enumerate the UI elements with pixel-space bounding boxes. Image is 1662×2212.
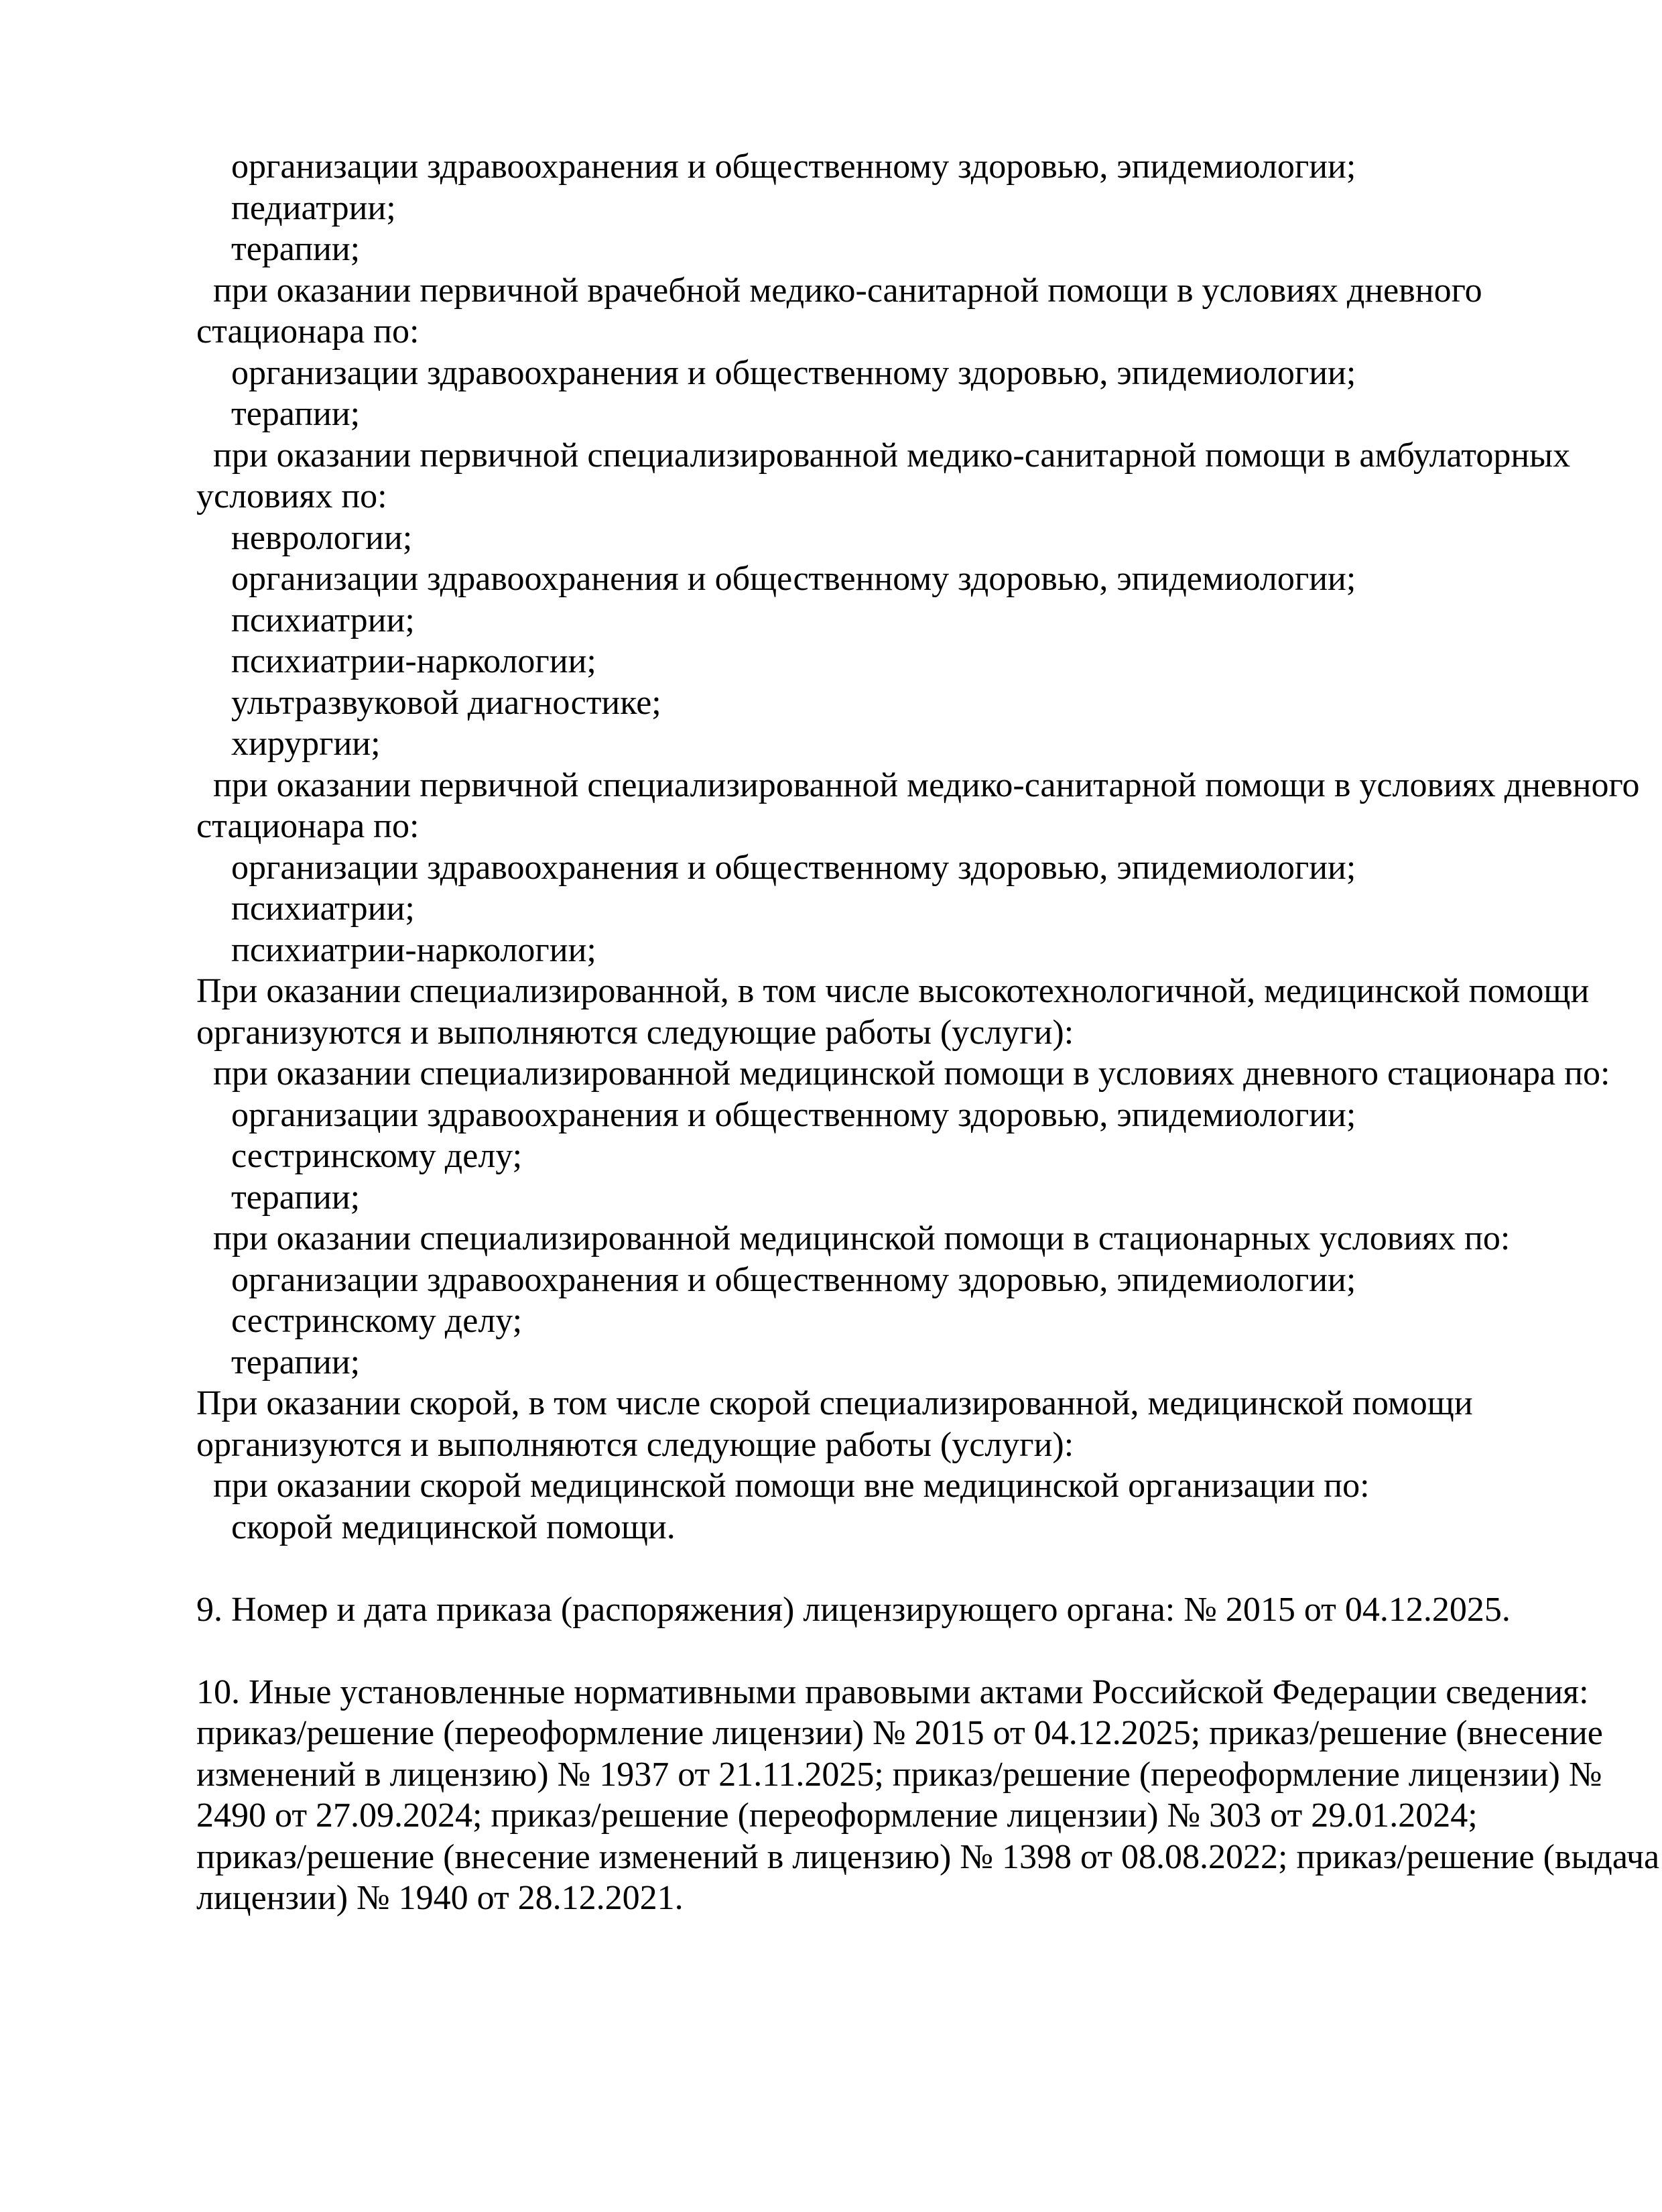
text-line: при оказании первичной врачебной медико-санитарной помощи в условиях дневного — [213, 271, 1482, 310]
text-line: при оказании первичной специализированной медико-санитарной помощи в условиях дневного — [213, 765, 1640, 804]
text-line: 9. Номер и дата приказа (распоряжения) лицензирующего органа: № 2015 от 04.12.2025. — [196, 1590, 1511, 1629]
text-line: организуются и выполняются следующие работы (услуги): — [196, 1425, 1074, 1464]
text-line: хирургии; — [231, 725, 381, 763]
text-line: организации здравоохранения и общественному здоровью, эпидемиологии; — [231, 1095, 1356, 1134]
text-line: При оказании специализированной, в том числе высокотехнологичной, медицинской помощи — [196, 972, 1590, 1010]
text-line: психиатрии-наркологии; — [231, 642, 596, 680]
text-line: 10. Иные установленные нормативными правовыми актами Российской Федерации сведения: — [196, 1672, 1589, 1711]
text-line: стационара по: — [196, 807, 420, 845]
text-line: приказ/решение (переоформление лицензии) № 2015 от 04.12.2025; приказ/решение (внесение — [196, 1714, 1603, 1752]
text-line: изменений в лицензию) № 1937 от 21.11.2025; приказ/решение (переоформление лицензии) № — [196, 1755, 1602, 1794]
text-line: организации здравоохранения и общественному здоровью, эпидемиологии; — [231, 353, 1356, 392]
text-line: лицензии) № 1940 от 28.12.2021. — [196, 1879, 684, 1917]
text-line: неврологии; — [231, 518, 413, 557]
text-line: организуются и выполняются следующие работы (услуги): — [196, 1013, 1074, 1052]
text-line: педиатрии; — [231, 188, 396, 227]
text-line: терапии; — [231, 395, 361, 433]
text-line: организации здравоохранения и общественному здоровью, эпидемиологии; — [231, 848, 1356, 887]
blank-line — [196, 1548, 1575, 1589]
text-line: организации здравоохранения и общественному здоровью, эпидемиологии; — [231, 147, 1356, 186]
blank-line — [196, 1630, 1575, 1672]
text-line: ультразвуковой диагностике; — [231, 683, 661, 722]
text-line: психиатрии-наркологии; — [231, 930, 596, 969]
text-line: организации здравоохранения и общественному здоровью, эпидемиологии; — [231, 1260, 1356, 1299]
text-line: психиатрии; — [231, 889, 415, 928]
text-line: условиях по: — [196, 477, 387, 515]
text-line: приказ/решение (внесение изменений в лицензию) № 1398 от 08.08.2022; приказ/решение (выдача — [196, 1837, 1660, 1876]
text-line: при оказании специализированной медицинской помощи в стационарных условиях по: — [213, 1219, 1511, 1257]
text-line: скорой медицинской помощи. — [231, 1508, 676, 1546]
text-line: сестринскому делу; — [231, 1137, 523, 1175]
text-line: 2490 от 27.09.2024; приказ/решение (переоформление лицензии) № 303 от 29.01.2024; — [196, 1796, 1478, 1835]
text-line: при оказании скорой медицинской помощи вне медицинской организации по: — [213, 1467, 1370, 1505]
text-line: организации здравоохранения и общественному здоровью, эпидемиологии; — [231, 560, 1356, 598]
text-line: при оказании специализированной медицинской помощи в условиях дневного стационара по: — [213, 1054, 1610, 1093]
text-line: терапии; — [231, 1343, 361, 1381]
text-line: сестринскому делу; — [231, 1302, 523, 1340]
text-line: при оказании первичной специализированной медико-санитарной помощи в амбулаторных — [213, 436, 1571, 475]
text-line: терапии; — [231, 230, 361, 268]
text-line: стационара по: — [196, 312, 420, 351]
text-line: терапии; — [231, 1178, 361, 1217]
text-line: психиатрии; — [231, 601, 415, 639]
text-line: При оказании скорой, в том числе скорой специализированной, медицинской помощи — [196, 1384, 1473, 1422]
